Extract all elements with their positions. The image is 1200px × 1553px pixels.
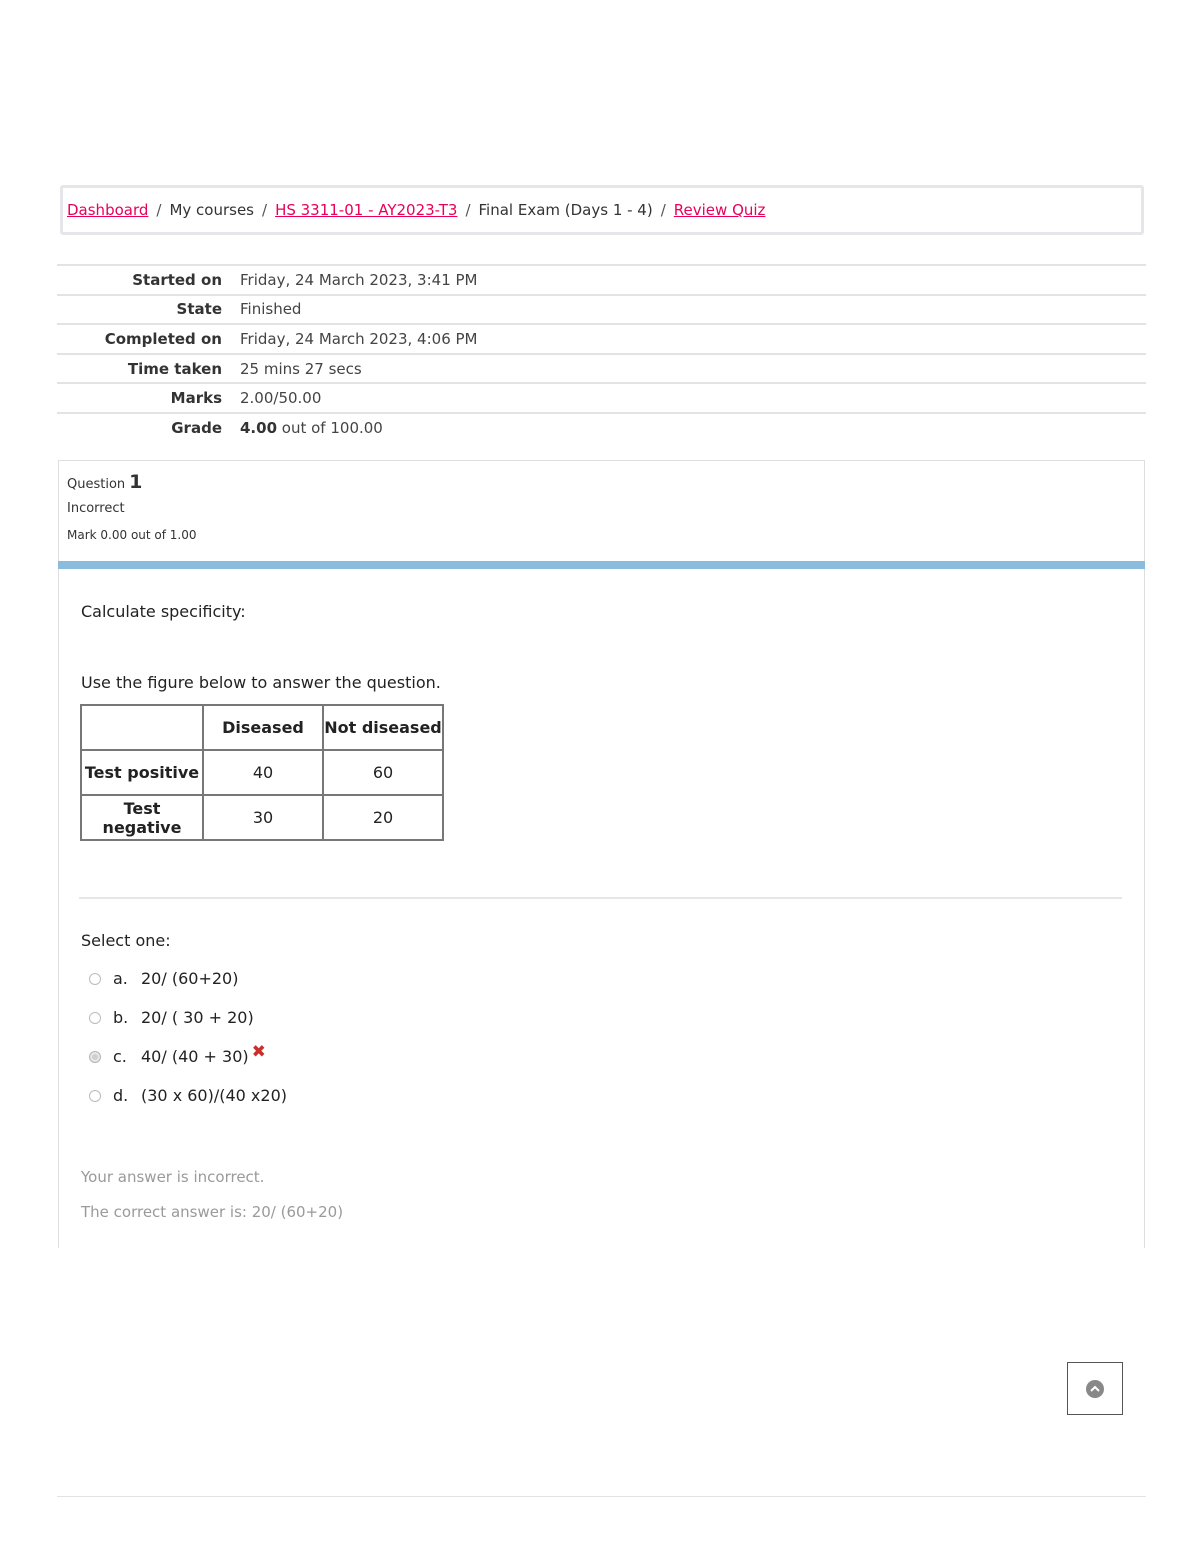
- summary-value: [240, 413, 1146, 443]
- table-header-cell: [81, 705, 203, 750]
- option-letter: c.: [113, 1047, 127, 1066]
- summary-row-marks: [57, 383, 1146, 413]
- table-header-cell: Not diseased: [323, 705, 443, 750]
- summary-label: Completed on: [104, 329, 222, 348]
- back-to-top-button[interactable]: [1067, 1362, 1123, 1415]
- option-text: (30 x 60)/(40 x20): [141, 1086, 287, 1105]
- table-row: [81, 750, 443, 795]
- question-number: 1: [129, 471, 143, 493]
- incorrect-x-icon: ✖: [251, 1041, 266, 1062]
- table-row: [81, 795, 443, 840]
- grade-value: 4.00: [240, 419, 278, 438]
- summary-label: Time taken: [127, 359, 222, 378]
- grade-out-of: out of 100.00: [281, 419, 383, 438]
- summary-row-grade: [57, 413, 1146, 443]
- summary-value: 25 mins 27 secs: [240, 359, 362, 378]
- table-cell: 20: [323, 795, 443, 840]
- question-text: Calculate specificity:: [81, 602, 246, 621]
- summary-row-state: [57, 295, 1146, 325]
- option-text: 20/ ( 30 + 20): [141, 1008, 254, 1027]
- breadcrumb-separator: /: [262, 201, 268, 219]
- option-letter: a.: [113, 969, 128, 988]
- option-text: 20/ (60+20): [141, 969, 239, 988]
- table-row-label: Test negative: [81, 795, 203, 840]
- summary-label: State: [176, 300, 222, 319]
- summary-value: Friday, 24 March 2023, 3:41 PM: [240, 270, 478, 289]
- table-header-cell: Diseased: [203, 705, 323, 750]
- table-header-row: [81, 705, 443, 750]
- quiz-summary-table: [57, 264, 1146, 443]
- answer-option-a[interactable]: [89, 959, 287, 998]
- select-one-prompt: Select one:: [81, 931, 171, 950]
- contingency-table: [80, 704, 444, 841]
- option-text: 40/ (40 + 30): [141, 1047, 249, 1066]
- question-info: [58, 460, 1145, 561]
- breadcrumb-dashboard-link[interactable]: Dashboard: [67, 201, 149, 219]
- summary-row-started-on: [57, 265, 1146, 295]
- table-cell: 60: [323, 750, 443, 795]
- question-state: Incorrect: [67, 501, 125, 516]
- radio-button-selected[interactable]: [89, 1051, 101, 1063]
- option-letter: b.: [113, 1008, 129, 1027]
- answer-option-b[interactable]: [89, 998, 287, 1037]
- question-instruction: Use the figure below to answer the question.: [81, 673, 441, 692]
- summary-value: Friday, 24 March 2023, 4:06 PM: [240, 329, 478, 348]
- breadcrumb-separator: /: [660, 201, 666, 219]
- summary-label: Grade: [171, 419, 222, 438]
- question-content: [58, 569, 1145, 1149]
- breadcrumb-separator: /: [465, 201, 471, 219]
- summary-label: Started on: [132, 270, 222, 289]
- correct-answer-text: The correct answer is: 20/ (60+20): [81, 1203, 344, 1221]
- summary-value: 2.00/50.00: [240, 389, 322, 408]
- breadcrumb-my-courses: My courses: [169, 201, 254, 219]
- summary-value: Finished: [240, 300, 302, 319]
- summary-row-time-taken: [57, 354, 1146, 384]
- question-feedback: [58, 1149, 1145, 1248]
- table-cell: 30: [203, 795, 323, 840]
- question-grade: Mark 0.00 out of 1.00: [67, 528, 197, 542]
- table-row-label: Test positive: [81, 750, 203, 795]
- footer-divider: [57, 1496, 1146, 1497]
- radio-button[interactable]: [89, 1012, 101, 1024]
- breadcrumb-review-quiz-link[interactable]: Review Quiz: [673, 201, 766, 219]
- chevron-up-circle-icon: [1086, 1380, 1104, 1398]
- breadcrumb-separator: /: [156, 201, 162, 219]
- answer-options: [89, 959, 287, 1115]
- feedback-text: Your answer is incorrect.: [81, 1168, 265, 1186]
- question-label: Question: [67, 477, 126, 492]
- breadcrumb-course-link[interactable]: HS 3311-01 - AY2023-T3: [275, 201, 458, 219]
- radio-button[interactable]: [89, 973, 101, 985]
- breadcrumb: [60, 185, 1144, 235]
- answer-option-d[interactable]: [89, 1076, 287, 1115]
- summary-row-completed-on: [57, 324, 1146, 354]
- answer-option-c[interactable]: [89, 1037, 287, 1076]
- option-letter: d.: [113, 1086, 129, 1105]
- summary-label: Marks: [170, 389, 222, 408]
- radio-button[interactable]: [89, 1090, 101, 1102]
- content-divider: [79, 897, 1122, 899]
- breadcrumb-final-exam: Final Exam (Days 1 - 4): [478, 201, 653, 219]
- question-divider-bar: [58, 561, 1145, 569]
- table-cell: 40: [203, 750, 323, 795]
